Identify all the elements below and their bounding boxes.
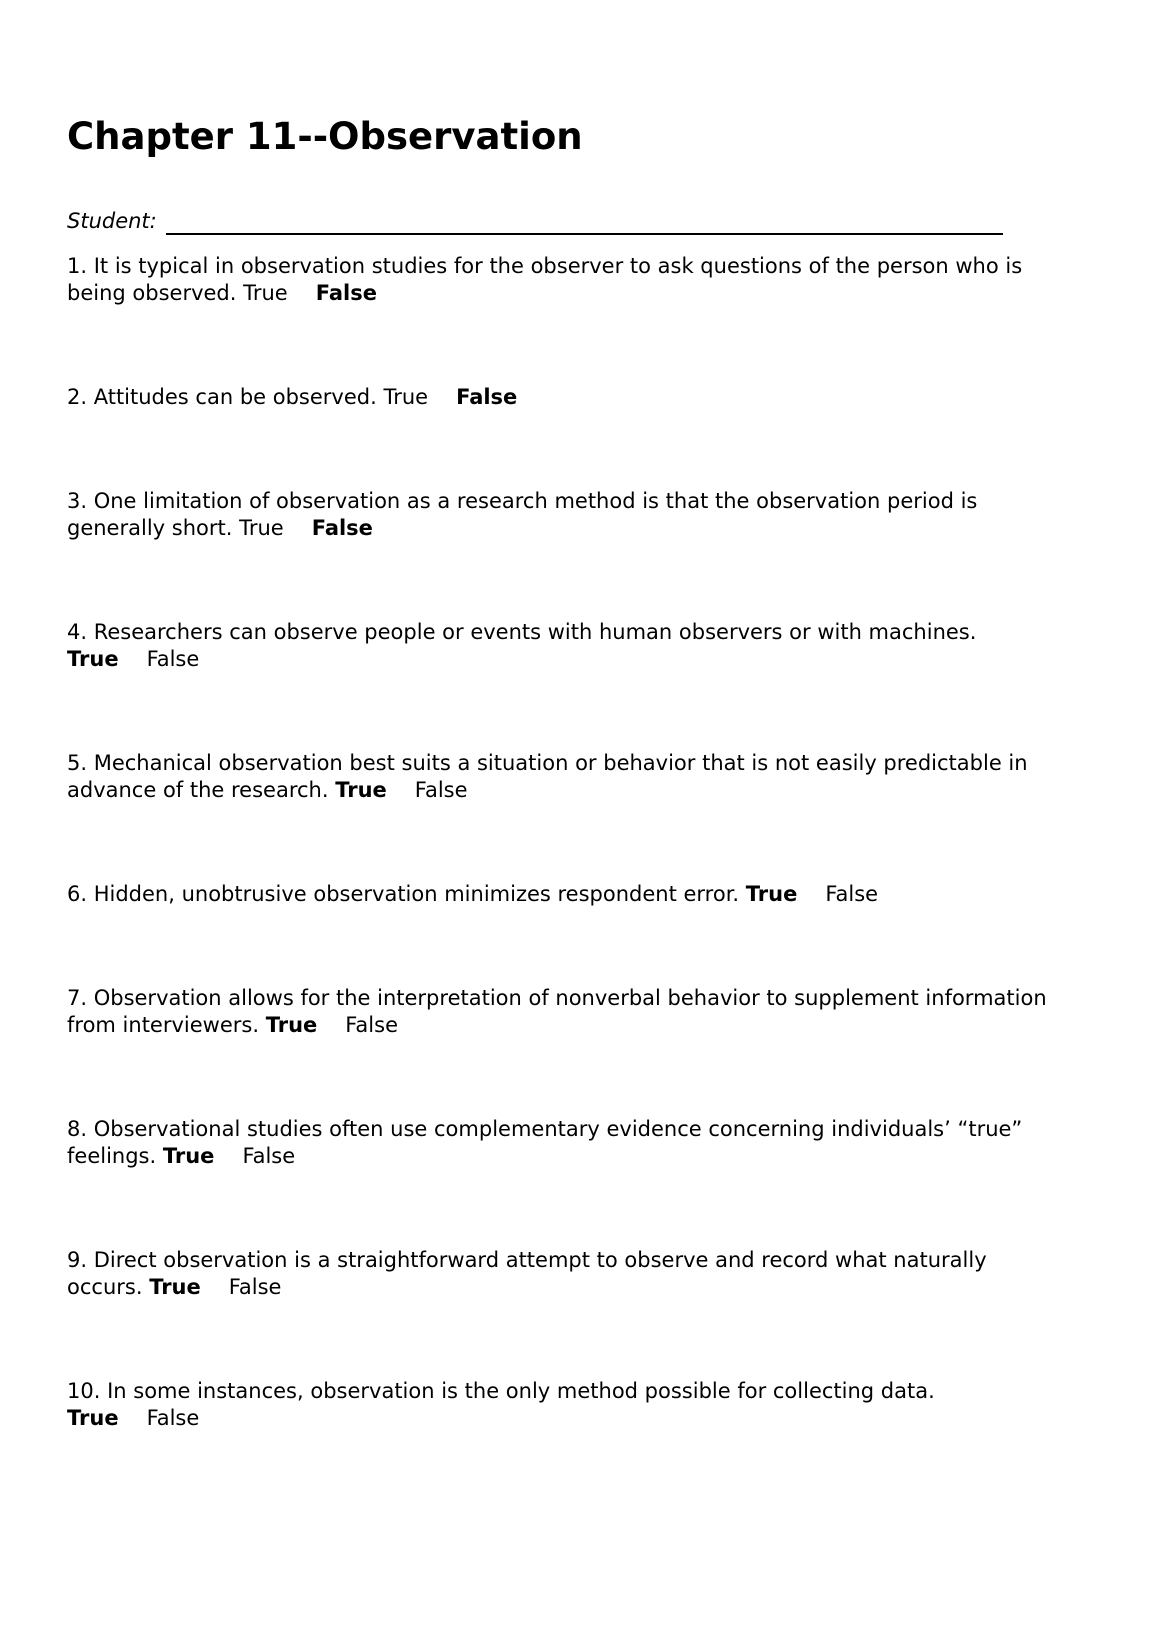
student-label: Student: [67,209,157,233]
question-text: 6. Hidden, unobtrusive observation minimizes respondent error. [67,882,740,906]
question-text: 9. Direct observation is a straightforward attempt to observe and record what naturally occurs. [67,1248,987,1299]
option-false[interactable]: False [315,281,377,305]
option-true[interactable]: True [149,1275,201,1299]
option-true[interactable]: True [162,1144,215,1168]
question-item [67,985,1067,1039]
option-true[interactable]: True [745,882,798,906]
question-item [67,1378,1067,1432]
option-false[interactable]: False [242,1144,296,1168]
student-field [67,208,1067,235]
question-text: 10. In some instances, observation is the only method possible for collecting data. [67,1379,935,1403]
page-title: Chapter 11--Observation [67,115,583,158]
option-true[interactable]: True [383,385,429,409]
question-text: 7. Observation allows for the interpretation of nonverbal behavior to supplement information from interviewers. [67,986,1047,1037]
question-text: 8. Observational studies often use complementary evidence concerning individuals’ “true” feelings. [67,1117,1023,1168]
option-false[interactable]: False [228,1275,282,1299]
option-true[interactable]: True [67,647,119,671]
question-item [67,488,1067,542]
option-false[interactable]: False [311,516,373,540]
option-true[interactable]: True [239,516,284,540]
option-true[interactable]: True [335,778,387,802]
question-text: 3. One limitation of observation as a research method is that the observation period is generally short. [67,489,978,540]
question-text: 1. It is typical in observation studies for the observer to ask questions of the person who is being observed. [67,254,1023,305]
question-text: 2. Attitudes can be observed. [67,385,377,409]
question-item [67,1116,1067,1170]
option-false[interactable]: False [146,647,200,671]
option-false[interactable]: False [414,778,468,802]
option-false[interactable]: False [825,882,879,906]
question-item [67,253,1067,307]
option-true[interactable]: True [243,281,288,305]
document-page [67,112,1067,1509]
question-item [67,619,1067,673]
option-false[interactable]: False [345,1013,398,1037]
question-list [67,253,1067,1432]
option-false[interactable]: False [146,1406,200,1430]
question-item [67,750,1067,804]
option-true[interactable]: True [67,1406,119,1430]
question-text: 5. Mechanical observation best suits a situation or behavior that is not easily predictable in advance of the research. [67,751,1028,802]
student-name-blank[interactable] [166,211,1003,235]
option-false[interactable]: False [456,385,518,409]
question-text: 4. Researchers can observe people or events with human observers or with machines. [67,620,977,644]
question-item [67,1247,1067,1301]
option-true[interactable]: True [265,1013,318,1037]
question-item [67,384,1067,411]
question-item [67,881,1067,908]
